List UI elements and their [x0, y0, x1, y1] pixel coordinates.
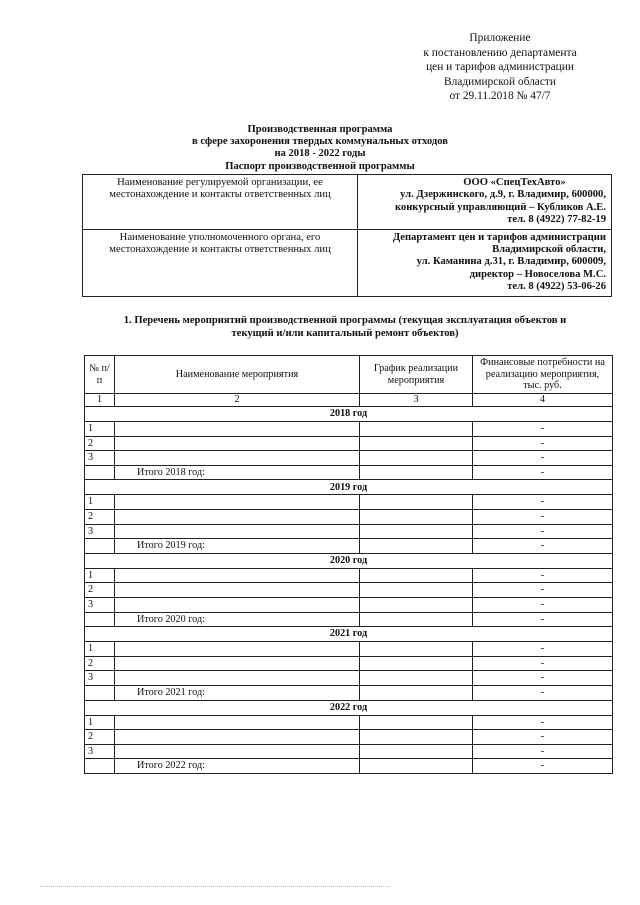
schedule-cell	[360, 568, 473, 583]
total-number-cell	[85, 539, 115, 554]
finance-cell: -	[473, 495, 613, 510]
title-line: на 2018 - 2022 годы	[274, 148, 366, 160]
table-row	[85, 509, 613, 524]
total-row	[85, 685, 613, 700]
total-label: Итого 2021 год:	[115, 685, 360, 700]
year-row	[85, 553, 613, 568]
row-number: 1	[85, 568, 115, 583]
appendix-line: цен и тарифов администрации	[426, 61, 574, 73]
schedule-cell	[360, 422, 473, 437]
total-number-cell	[85, 759, 115, 774]
header-schedule: График реализации мероприятия	[360, 356, 473, 394]
table-row	[85, 583, 613, 598]
finance-cell: -	[473, 744, 613, 759]
passport-value-line: конкурсный управляющий – Кубликов А.Е.	[394, 201, 606, 213]
total-number-cell	[85, 685, 115, 700]
schedule-cell	[360, 451, 473, 466]
passport-value	[358, 229, 612, 296]
event-name-cell	[115, 671, 360, 686]
event-name-cell	[115, 451, 360, 466]
passport-label-line: местонахождение и контакты ответственных лиц	[109, 244, 331, 256]
finance-cell: -	[473, 583, 613, 598]
table-row	[85, 524, 613, 539]
events-table	[84, 355, 613, 774]
table-row	[85, 422, 613, 437]
row-number: 3	[85, 451, 115, 466]
row-number: 2	[85, 730, 115, 745]
finance-cell: -	[473, 436, 613, 451]
total-schedule-cell	[360, 539, 473, 554]
passport-value-line: ул. Дзержинского, д.9, г. Владимир, 600000,	[400, 189, 606, 201]
finance-cell: -	[473, 524, 613, 539]
finance-cell: -	[473, 642, 613, 657]
schedule-cell	[360, 744, 473, 759]
table-row	[85, 451, 613, 466]
passport-value	[358, 175, 612, 230]
finance-cell: -	[473, 671, 613, 686]
schedule-cell	[360, 436, 473, 451]
row-number: 2	[85, 436, 115, 451]
passport-label	[83, 175, 358, 230]
event-name-cell	[115, 715, 360, 730]
passport-value-line: директор – Новоселова М.С.	[469, 268, 606, 280]
year-row	[85, 627, 613, 642]
total-label: Итого 2022 год:	[115, 759, 360, 774]
event-name-cell	[115, 509, 360, 524]
finance-cell: -	[473, 568, 613, 583]
schedule-cell	[360, 715, 473, 730]
event-name-cell	[115, 597, 360, 612]
column-number: 3	[360, 394, 473, 407]
appendix-line: от 29.11.2018 № 47/7	[449, 90, 551, 102]
event-name-cell	[115, 436, 360, 451]
event-name-cell	[115, 422, 360, 437]
total-schedule-cell	[360, 685, 473, 700]
column-numbers-row	[85, 394, 613, 407]
total-number-cell	[85, 465, 115, 480]
table-row	[85, 744, 613, 759]
table-row	[85, 568, 613, 583]
total-row	[85, 612, 613, 627]
event-name-cell	[115, 495, 360, 510]
passport-label	[83, 229, 358, 296]
row-number: 3	[85, 597, 115, 612]
event-name-cell	[115, 524, 360, 539]
year-label: 2019 год	[85, 480, 613, 495]
passport-label-line: Наименование уполномоченного органа, его	[119, 231, 321, 243]
total-row	[85, 759, 613, 774]
table-row	[85, 495, 613, 510]
passport-value-line: ул. Каманина д.31, г. Владимир, 600009,	[416, 256, 606, 268]
event-name-cell	[115, 583, 360, 598]
finance-cell: -	[473, 422, 613, 437]
table-row	[85, 671, 613, 686]
finance-cell: -	[473, 509, 613, 524]
schedule-cell	[360, 642, 473, 657]
schedule-cell	[360, 656, 473, 671]
header-name: Наименование мероприятия	[115, 356, 360, 394]
section-title-line: текущий и/или капитальный ремонт объектов)	[231, 327, 459, 339]
total-schedule-cell	[360, 465, 473, 480]
passport-value-line: тел. 8 (4922) 77-82-19	[507, 214, 606, 226]
event-name-cell	[115, 730, 360, 745]
year-label: 2022 год	[85, 700, 613, 715]
schedule-cell	[360, 495, 473, 510]
finance-cell: -	[473, 597, 613, 612]
schedule-cell	[360, 509, 473, 524]
total-row	[85, 539, 613, 554]
row-number: 1	[85, 422, 115, 437]
row-number: 1	[85, 715, 115, 730]
total-label: Итого 2020 год:	[115, 612, 360, 627]
passport-table	[82, 174, 612, 297]
finance-cell: -	[473, 730, 613, 745]
table-row	[85, 436, 613, 451]
row-number: 1	[85, 642, 115, 657]
schedule-cell	[360, 671, 473, 686]
column-number: 1	[85, 394, 115, 407]
finance-cell: -	[473, 451, 613, 466]
year-label: 2018 год	[85, 407, 613, 422]
table-header-row	[85, 356, 613, 394]
passport-label-line: Наименование регулируемой организации, ее	[117, 177, 323, 188]
table-row	[85, 715, 613, 730]
appendix-block	[400, 31, 600, 104]
passport-value-line: тел. 8 (4922) 53-06-26	[507, 281, 606, 293]
total-value: -	[473, 685, 613, 700]
event-name-cell	[115, 744, 360, 759]
section-title-line: 1. Перечень мероприятий производственной программы (текущая эксплуатация объектов и	[123, 315, 567, 326]
row-number: 2	[85, 656, 115, 671]
passport-label-line: местонахождение и контакты ответственных лиц	[109, 189, 331, 201]
row-number: 2	[85, 509, 115, 524]
schedule-cell	[360, 583, 473, 598]
passport-row	[83, 175, 612, 230]
table-row	[85, 642, 613, 657]
title-line: Паспорт производственной программы	[225, 160, 415, 172]
year-label: 2021 год	[85, 627, 613, 642]
passport-row	[83, 229, 612, 296]
total-label: Итого 2019 год:	[115, 539, 360, 554]
schedule-cell	[360, 730, 473, 745]
total-schedule-cell	[360, 759, 473, 774]
schedule-cell	[360, 524, 473, 539]
total-label: Итого 2018 год:	[115, 465, 360, 480]
total-value: -	[473, 612, 613, 627]
year-row	[85, 480, 613, 495]
row-number: 1	[85, 495, 115, 510]
scan-artifact	[40, 886, 390, 889]
finance-cell: -	[473, 715, 613, 730]
title-line: в сфере захоронения твердых коммунальных отходов	[192, 136, 448, 148]
passport-value-line: Владимирской области,	[492, 244, 606, 256]
column-number: 4	[473, 394, 613, 407]
passport-value-line: ООО «СпецТехАвто»	[463, 177, 566, 188]
event-name-cell	[115, 642, 360, 657]
total-schedule-cell	[360, 612, 473, 627]
appendix-line: Приложение	[469, 32, 531, 44]
table-row	[85, 656, 613, 671]
document-title	[140, 124, 500, 173]
appendix-line: к постановлению департамента	[423, 46, 577, 59]
table-row	[85, 730, 613, 745]
total-number-cell	[85, 612, 115, 627]
header-finance: Финансовые потребности на реализацию мероприятия, тыс. руб.	[473, 356, 613, 394]
event-name-cell	[115, 656, 360, 671]
header-number: № п/п	[85, 356, 115, 394]
total-value: -	[473, 759, 613, 774]
row-number: 2	[85, 583, 115, 598]
row-number: 3	[85, 524, 115, 539]
event-name-cell	[115, 568, 360, 583]
title-line: Производственная программа	[247, 124, 393, 135]
passport-value-line: Департамент цен и тарифов администрации	[392, 231, 606, 243]
column-number: 2	[115, 394, 360, 407]
appendix-line: Владимирской области	[444, 75, 556, 88]
finance-cell: -	[473, 656, 613, 671]
year-row	[85, 407, 613, 422]
total-value: -	[473, 539, 613, 554]
section-title	[90, 315, 600, 340]
year-row	[85, 700, 613, 715]
row-number: 3	[85, 744, 115, 759]
table-row	[85, 597, 613, 612]
total-value: -	[473, 465, 613, 480]
row-number: 3	[85, 671, 115, 686]
year-label: 2020 год	[85, 553, 613, 568]
total-row	[85, 465, 613, 480]
schedule-cell	[360, 597, 473, 612]
